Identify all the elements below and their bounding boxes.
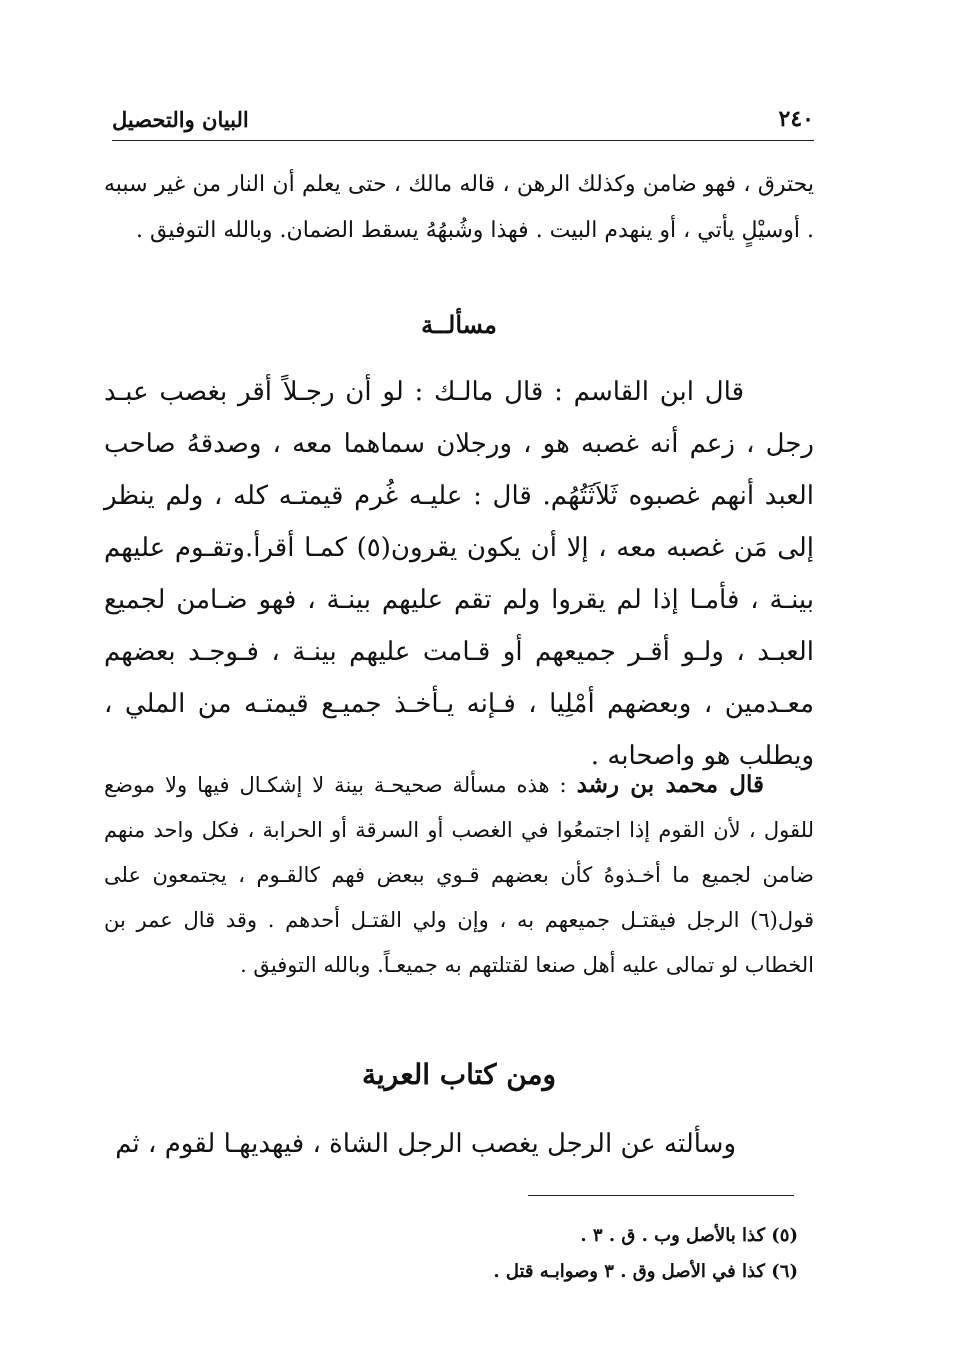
running-title: البيان والتحصيل (112, 107, 249, 132)
paragraph-next-question: وسألته عن الرجل يغصب الرجل الشاة ، فيهديهـا لقوم ، ثم (115, 1129, 736, 1159)
paragraph-continuation: يحترق ، فهو ضامن وكذلك الرهن ، قاله مالك ، حتى يعلم أن النار من غير سببه . أوسيْلٍ يأتي ، أو ينهدم البيت . فهذا وشُبهُهُ يسقط الضمان. وبالله التوفيق . (104, 172, 814, 243)
footnote-6: (٦) كذا في الأصل وق . ٣ وصوابـه قتل . (493, 1261, 798, 1282)
page-header (112, 96, 814, 141)
paragraph-commentary (104, 762, 814, 988)
paragraph-question: قال ابن القاسم : قال مالـك : لو أن رجـلاً أقر بغصب عبـد رجل ، زعم أنه غصبه هو ، ورجلان سماهما معه ، وصدقهُ صاحب العبد أنهم غصبوه ثَلاَثَتُهُم. قال : عليـه غُرم قيمتـه كله ، ولم ينظر إلى مَن غصبه معه ، إلا أن يكون يقرون(٥) كمـا أقرأ.وتقـوم عليهم بينـة ، فأمـا إذا لم يقروا ولم تقم عليهم بينـة ، فهو ضـامن لجميع العبـد ، ولـو أقـر جميعهم أو قـامت عليهم بينـة ، فـوجـد بعضهم معـدمين ، وبعضهم أمْلِيا ، فـإنه يـأخـذ جميـع قيمتـه من الملي ، ويطلب هو واصحابه . (104, 377, 815, 771)
footnote-5: (٥) كذا بالأصل وب . ق . ٣ . (580, 1225, 798, 1246)
commentary-text: : هذه مسألة صحيحـة بينة لا إشكـال فيها ولا موضع للقول ، لأن القوم إذا اجتمعُوا في الغصب أو السرقة أو الحرابة ، فكل واحد منهم ضامن لجميع ما أخـذوهُ كأن بعضهم قـوي ببعض فهم كالقـوم ، يجتمعون على قول(٦) الرجل فيقتـل جميعهم به ، وإن ولي القتـل أحدهم . وقد قال عمر بن الخطاب لو تمالى عليه أهل صنعا لقتلتهم به جميعـاً. وبالله التوفيق . (104, 773, 814, 977)
section-heading-masala: مسألــة (421, 310, 497, 339)
commentator-name: قال محمد بن رشد (576, 771, 765, 798)
page-number: ٢٤٠ (778, 106, 814, 132)
section-heading-book: ومن كتاب العرية (361, 1058, 557, 1091)
footnotes (300, 1218, 798, 1290)
footnote-divider (528, 1195, 794, 1196)
